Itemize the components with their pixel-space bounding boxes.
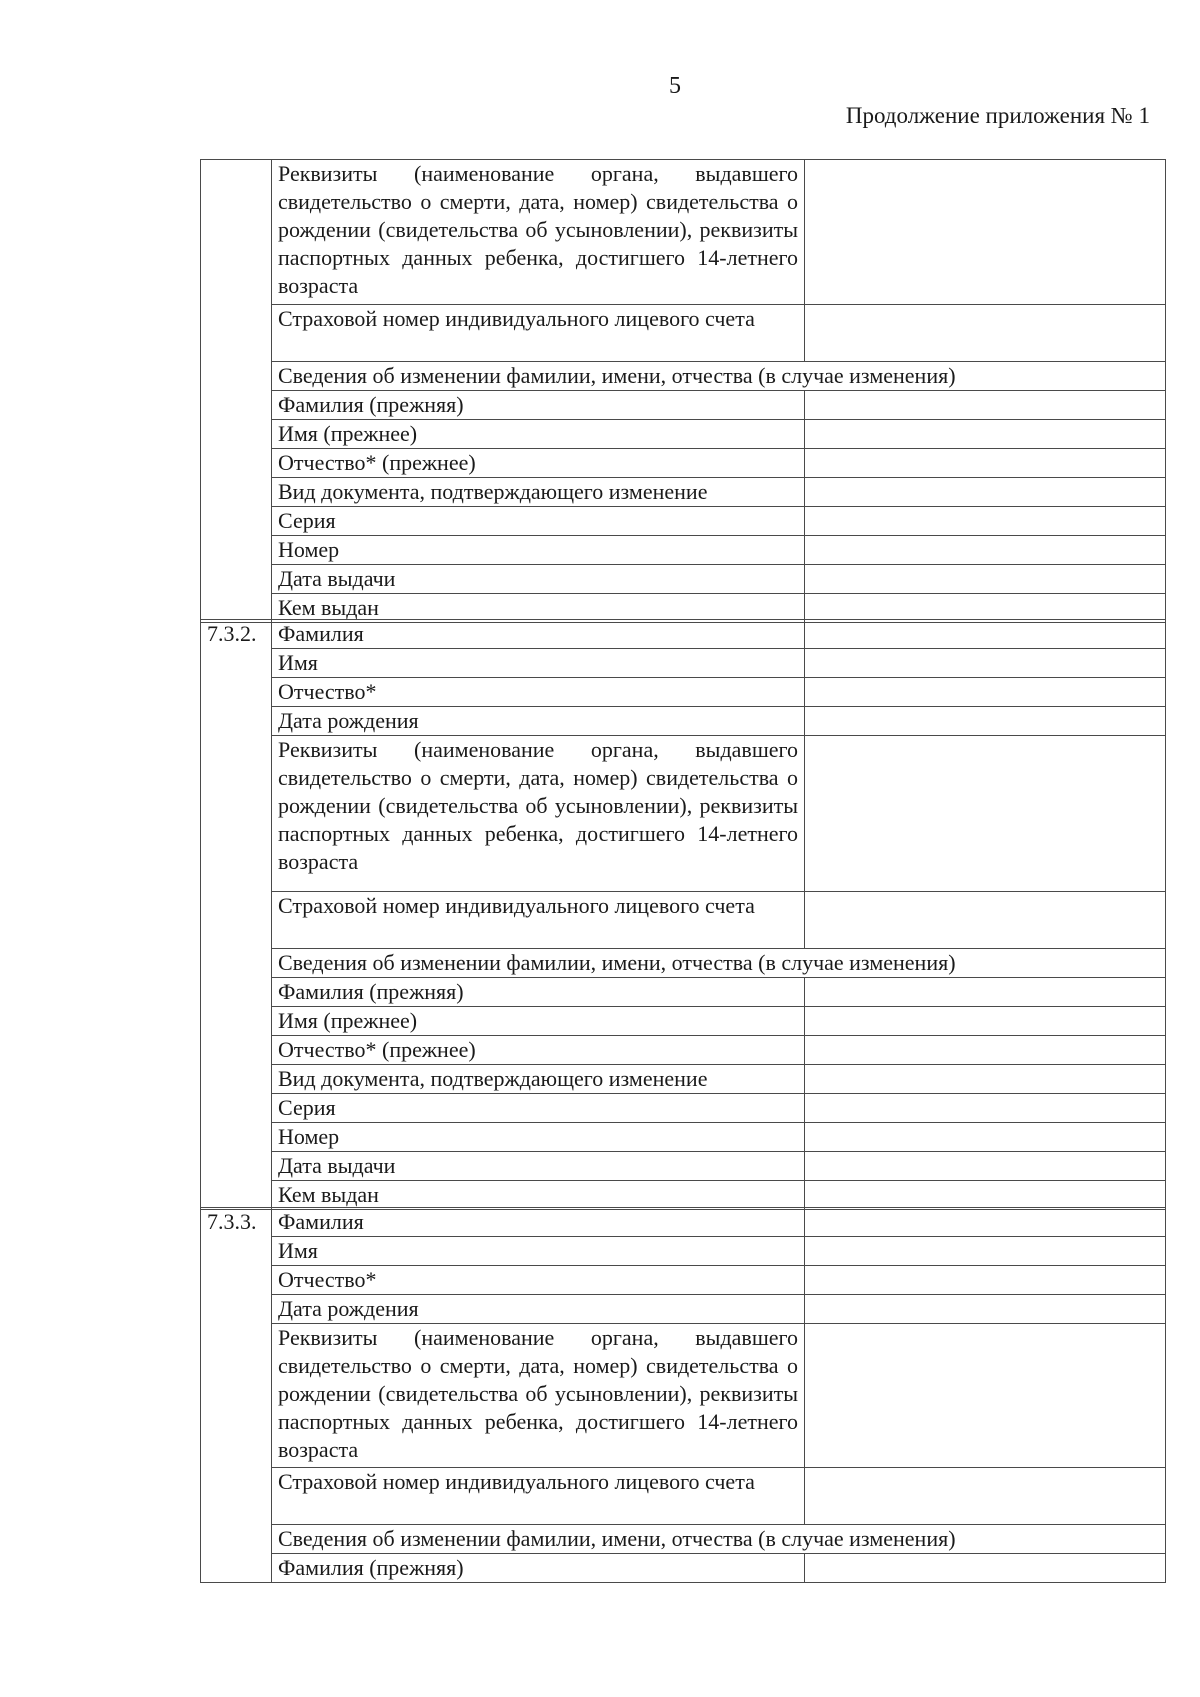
field-value-previous-name[interactable] [805, 420, 1166, 449]
table-row [201, 1237, 1166, 1266]
field-label-change-document-type: Вид документа, подтверждающего изменение [272, 478, 805, 507]
field-value-previous-surname[interactable] [805, 978, 1166, 1007]
field-label-previous-patronymic: Отчество* (прежнее) [272, 449, 805, 478]
field-value-birth-date[interactable] [805, 707, 1166, 736]
table-row [201, 949, 1166, 978]
table-row [201, 649, 1166, 678]
field-value-issue-date[interactable] [805, 1152, 1166, 1181]
table-row [201, 736, 1166, 892]
table-row [201, 1554, 1166, 1583]
table-row [201, 678, 1166, 707]
field-value-issued-by[interactable] [805, 1181, 1166, 1210]
field-value-birth-certificate-details[interactable] [805, 160, 1166, 305]
field-value-birth-certificate-details[interactable] [805, 1324, 1166, 1468]
field-label-snils: Страховой номер индивидуального лицевого счета [272, 305, 805, 362]
field-value-number[interactable] [805, 536, 1166, 565]
field-label-series: Серия [272, 507, 805, 536]
table-row [201, 1525, 1166, 1554]
field-label-birth-certificate-details: Реквизиты (наименование органа, выдавшего свидетельство о смерти, дата, номер) свидетельства о рождении (свидетельства об усыновлении), реквизиты паспортных данных ребенка, достигшего 14-летнего возраста [272, 1324, 805, 1468]
field-value-name[interactable] [805, 1237, 1166, 1266]
table-row [201, 1468, 1166, 1525]
appendix-continuation-heading: Продолжение приложения № 1 [845, 103, 1150, 128]
table-row [201, 565, 1166, 594]
field-value-previous-patronymic[interactable] [805, 449, 1166, 478]
field-label-snils: Страховой номер индивидуального лицевого счета [272, 1468, 805, 1525]
table-row [201, 1007, 1166, 1036]
field-value-number[interactable] [805, 1123, 1166, 1152]
field-label-series: Серия [272, 1094, 805, 1123]
field-label-previous-name: Имя (прежнее) [272, 420, 805, 449]
field-value-snils[interactable] [805, 1468, 1166, 1525]
field-label-birth-date: Дата рождения [272, 1295, 805, 1324]
section-label-name-change: Сведения об изменении фамилии, имени, отчества (в случае изменения) [272, 362, 1166, 391]
field-value-snils[interactable] [805, 305, 1166, 362]
section-label-name-change: Сведения об изменении фамилии, имени, отчества (в случае изменения) [272, 949, 1166, 978]
table-row [201, 160, 1166, 305]
child-info-form-table-733 [200, 1207, 1166, 1583]
field-label-patronymic: Отчество* [272, 678, 805, 707]
field-label-snils: Страховой номер индивидуального лицевого счета [272, 892, 805, 949]
table-row [201, 1295, 1166, 1324]
table-row [201, 420, 1166, 449]
table-row [201, 536, 1166, 565]
table-row [201, 305, 1166, 362]
field-label-previous-surname: Фамилия (прежняя) [272, 978, 805, 1007]
field-label-issue-date: Дата выдачи [272, 565, 805, 594]
table-row [201, 1123, 1166, 1152]
field-label-surname: Фамилия [272, 1208, 805, 1237]
field-value-series[interactable] [805, 1094, 1166, 1123]
field-label-previous-patronymic: Отчество* (прежнее) [272, 1036, 805, 1065]
table-row [201, 1152, 1166, 1181]
field-label-surname: Фамилия [272, 620, 805, 649]
field-label-patronymic: Отчество* [272, 1266, 805, 1295]
table-row [201, 478, 1166, 507]
section-label-name-change: Сведения об изменении фамилии, имени, отчества (в случае изменения) [272, 1525, 1166, 1554]
table-row [201, 449, 1166, 478]
field-value-surname[interactable] [805, 620, 1166, 649]
field-label-number: Номер [272, 1123, 805, 1152]
field-value-series[interactable] [805, 507, 1166, 536]
table-row [201, 1094, 1166, 1123]
table-row [201, 1036, 1166, 1065]
field-label-issue-date: Дата выдачи [272, 1152, 805, 1181]
field-value-previous-name[interactable] [805, 1007, 1166, 1036]
field-value-issue-date[interactable] [805, 565, 1166, 594]
field-label-birth-certificate-details: Реквизиты (наименование органа, выдавшего свидетельство о смерти, дата, номер) свидетельства о рождении (свидетельства об усыновлении), реквизиты паспортных данных ребенка, достигшего 14-летнего возраста [272, 736, 805, 892]
field-label-previous-surname: Фамилия (прежняя) [272, 391, 805, 420]
field-label-number: Номер [272, 536, 805, 565]
field-value-patronymic[interactable] [805, 678, 1166, 707]
field-label-previous-surname: Фамилия (прежняя) [272, 1554, 805, 1583]
table-row [201, 978, 1166, 1007]
field-label-issued-by: Кем выдан [272, 1181, 805, 1210]
item-number-7-3-3: 7.3.3. [201, 1208, 272, 1583]
field-value-birth-certificate-details[interactable] [805, 736, 1166, 892]
child-info-form-table-732 [200, 619, 1166, 1210]
table-row [201, 507, 1166, 536]
item-number-cell [201, 160, 272, 623]
page-number: 5 [669, 73, 681, 99]
table-row [201, 362, 1166, 391]
field-value-previous-surname[interactable] [805, 1554, 1166, 1583]
field-value-birth-date[interactable] [805, 1295, 1166, 1324]
field-value-previous-patronymic[interactable] [805, 1036, 1166, 1065]
field-label-birth-certificate-details: Реквизиты (наименование органа, выдавшего свидетельство о смерти, дата, номер) свидетельства о рождении (свидетельства об усыновлении), реквизиты паспортных данных ребенка, достигшего 14-летнего возраста [272, 160, 805, 305]
field-value-previous-surname[interactable] [805, 391, 1166, 420]
table-row [201, 1181, 1166, 1210]
field-label-previous-name: Имя (прежнее) [272, 1007, 805, 1036]
table-row [201, 1324, 1166, 1468]
table-row [201, 1065, 1166, 1094]
field-value-change-document-type[interactable] [805, 478, 1166, 507]
field-label-name: Имя [272, 649, 805, 678]
field-value-patronymic[interactable] [805, 1266, 1166, 1295]
field-value-name[interactable] [805, 649, 1166, 678]
field-label-change-document-type: Вид документа, подтверждающего изменение [272, 1065, 805, 1094]
field-value-snils[interactable] [805, 892, 1166, 949]
field-label-issued-by: Кем выдан [272, 594, 805, 623]
table-row [201, 707, 1166, 736]
table-row [201, 892, 1166, 949]
child-info-form-table [200, 159, 1166, 623]
field-label-birth-date: Дата рождения [272, 707, 805, 736]
field-value-surname[interactable] [805, 1208, 1166, 1237]
table-row [201, 1266, 1166, 1295]
table-row [201, 391, 1166, 420]
field-value-change-document-type[interactable] [805, 1065, 1166, 1094]
item-number-7-3-2: 7.3.2. [201, 620, 272, 1210]
table-row [201, 1208, 1166, 1237]
table-row [201, 620, 1166, 649]
field-label-name: Имя [272, 1237, 805, 1266]
